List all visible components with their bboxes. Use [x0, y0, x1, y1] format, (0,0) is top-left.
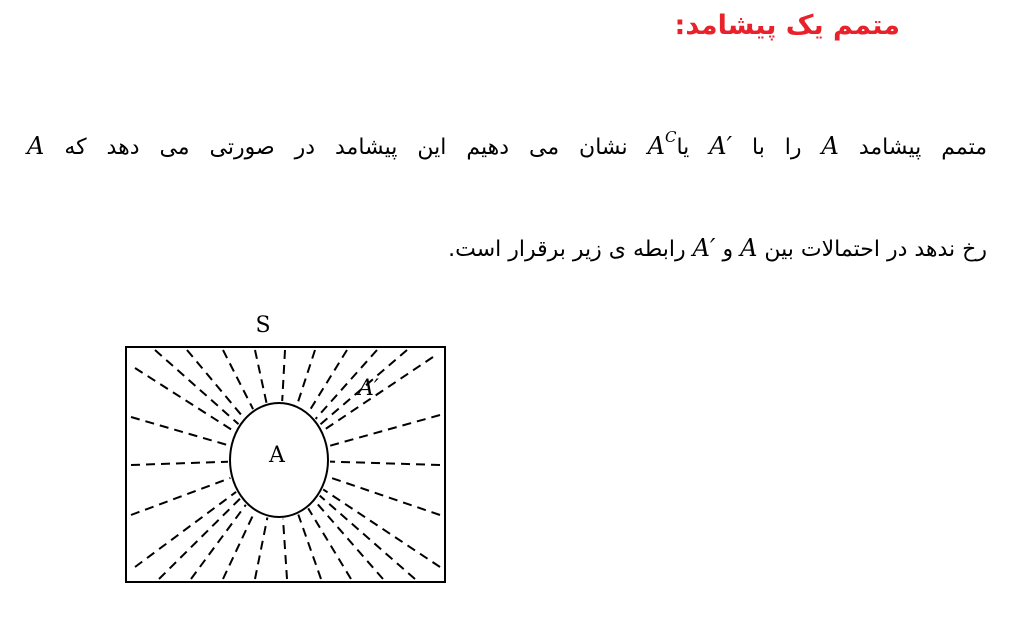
hatch-ray [191, 505, 246, 579]
text-segment: را با [752, 135, 802, 160]
hatch-ray [223, 350, 253, 409]
math-a-complement-sup: C [664, 128, 677, 146]
paragraph-line-2 [448, 228, 987, 270]
hatch-ray [283, 519, 287, 579]
hatch-ray [315, 502, 383, 580]
math-a-complement [648, 126, 677, 166]
hatch-ray [255, 350, 267, 403]
event-a-label: A [269, 443, 285, 468]
complement-label: A′ [358, 376, 379, 401]
math-a: A [27, 132, 45, 160]
hatch-ray [328, 477, 440, 515]
venn-diagram [115, 305, 460, 594]
math-a-prime: A′ [692, 234, 716, 262]
hatch-ray [223, 512, 255, 579]
text-segment: و [722, 237, 734, 262]
math-a-prime: A′ [709, 132, 733, 160]
hatch-ray [282, 350, 285, 401]
hatch-ray [330, 462, 440, 465]
math-a-complement-base: A [647, 132, 665, 160]
text-segment: متمم پیشامد [858, 135, 987, 160]
hatch-ray [131, 417, 230, 446]
math-a: A [821, 132, 839, 160]
hatch-ray [135, 492, 236, 567]
hatch-ray [155, 350, 239, 424]
paragraph-line-1 [27, 126, 987, 168]
hatch-ray [131, 462, 228, 465]
math-a: A [740, 234, 758, 262]
hatch-ray [323, 489, 440, 567]
text-segment: یا [676, 135, 690, 160]
text-segment: رابطه ی زیر برقرار است. [448, 237, 686, 262]
hatch-ray [320, 496, 415, 579]
hatch-ray [159, 498, 240, 579]
hatch-ray [187, 350, 244, 418]
hatch-ray [297, 350, 315, 405]
section-heading: متمم یک پیشامد: [674, 10, 900, 41]
hatch-ray [329, 415, 440, 446]
text-segment: نشان می دهیم این پیشامد در صورتی می دهد که [64, 135, 628, 160]
hatch-ray [255, 518, 267, 580]
hatch-ray [131, 478, 230, 515]
text-segment: رخ ندهد در احتمالات بین [764, 237, 987, 262]
sample-space-label: S [255, 313, 271, 338]
hatch-ray [309, 350, 347, 412]
venn-diagram-svg [115, 305, 460, 590]
